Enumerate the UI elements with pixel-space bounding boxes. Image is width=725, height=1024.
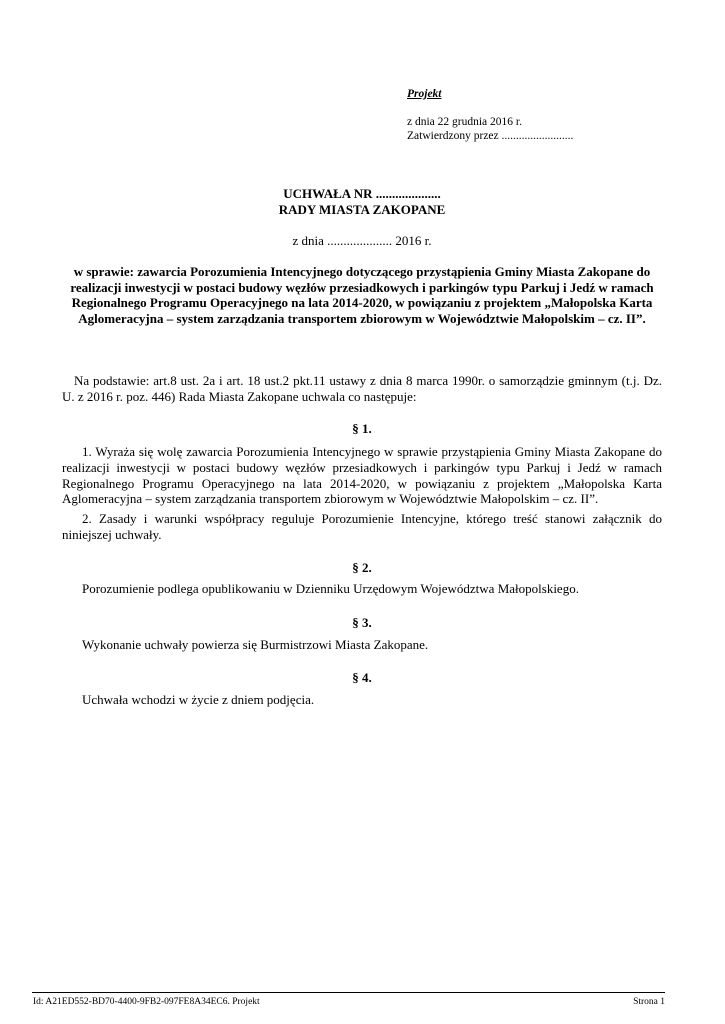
section-1-heading: § 1. [352, 421, 372, 436]
resolution-number: UCHWAŁA NR .................... [283, 186, 441, 201]
section-4-text: Uchwała wchodzi w życie z dniem podjęcia. [82, 692, 315, 707]
header-date: z dnia 22 grudnia 2016 r. [407, 116, 522, 128]
resolution-subject: w sprawie: zawarcia Porozumienia Intencyjnego dotyczącego przystąpienia Gminy Miasta Zakopane do realizacji inwestycji w postaci budowy węzłów przesiadkowych i parkingów typu Parkuj i Jedź w ramach Regionalnego Programu Operacyjnego na lata 2014-2020, w powiązaniu z projektem „Małopolska Karta Aglomeracyjna – system zarządzania transportem zbiorowym w Województwie Małopolskim – cz. II”. [70, 264, 654, 326]
section-1-paragraph-2: 2. Zasady i warunki współpracy reguluje Porozumienie Intencyjne, którego treść stanowi załącznik do niniejszej uchwały. [62, 511, 662, 542]
section-2-heading: § 2. [352, 560, 372, 575]
council-name: RADY MIASTA ZAKOPANE [278, 202, 446, 217]
page-number: Strona 1 [633, 997, 665, 1007]
approved-by-line: Zatwierdzony przez ......................... [407, 130, 574, 142]
section-2-text: Porozumienie podlega opublikowaniu w Dzienniku Urzędowym Województwa Małopolskiego. [82, 581, 579, 596]
section-3-heading: § 3. [352, 615, 372, 630]
legal-basis: Na podstawie: art.8 ust. 2a i art. 18 ust.2 pkt.11 ustawy z dnia 8 marca 1990r. o samorządzie gminnym (t.j. Dz. U. z 2016 r. poz. 446) Rada Miasta Zakopane uchwala co następuje: [62, 373, 662, 404]
section-3-text: Wykonanie uchwały powierza się Burmistrzowi Miasta Zakopane. [82, 637, 429, 652]
project-label: Projekt [407, 88, 442, 100]
section-4-heading: § 4. [352, 670, 372, 685]
resolution-date: z dnia .................... 2016 r. [292, 233, 432, 248]
document-id: Id: A21ED552-BD70-4400-9FB2-097FE8A34EC6. Projekt [33, 997, 260, 1007]
section-1-paragraph-1: 1. Wyraża się wolę zawarcia Porozumienia Intencyjnego w sprawie przystąpienia Gminy Miasta Zakopane do realizacji inwestycji w postaci budowy węzłów przesiadkowych i parkingów typu Parkuj i Jedź w ramach Regionalnego Programu Operacyjnego na lata 2014-2020, w powiązaniu z projektem „Małopolska Karta Aglomeracyjna – system zarządzania transportem zbiorowym w Województwie Małopolskim – cz. II”. [62, 444, 662, 507]
footer-divider [32, 992, 665, 993]
